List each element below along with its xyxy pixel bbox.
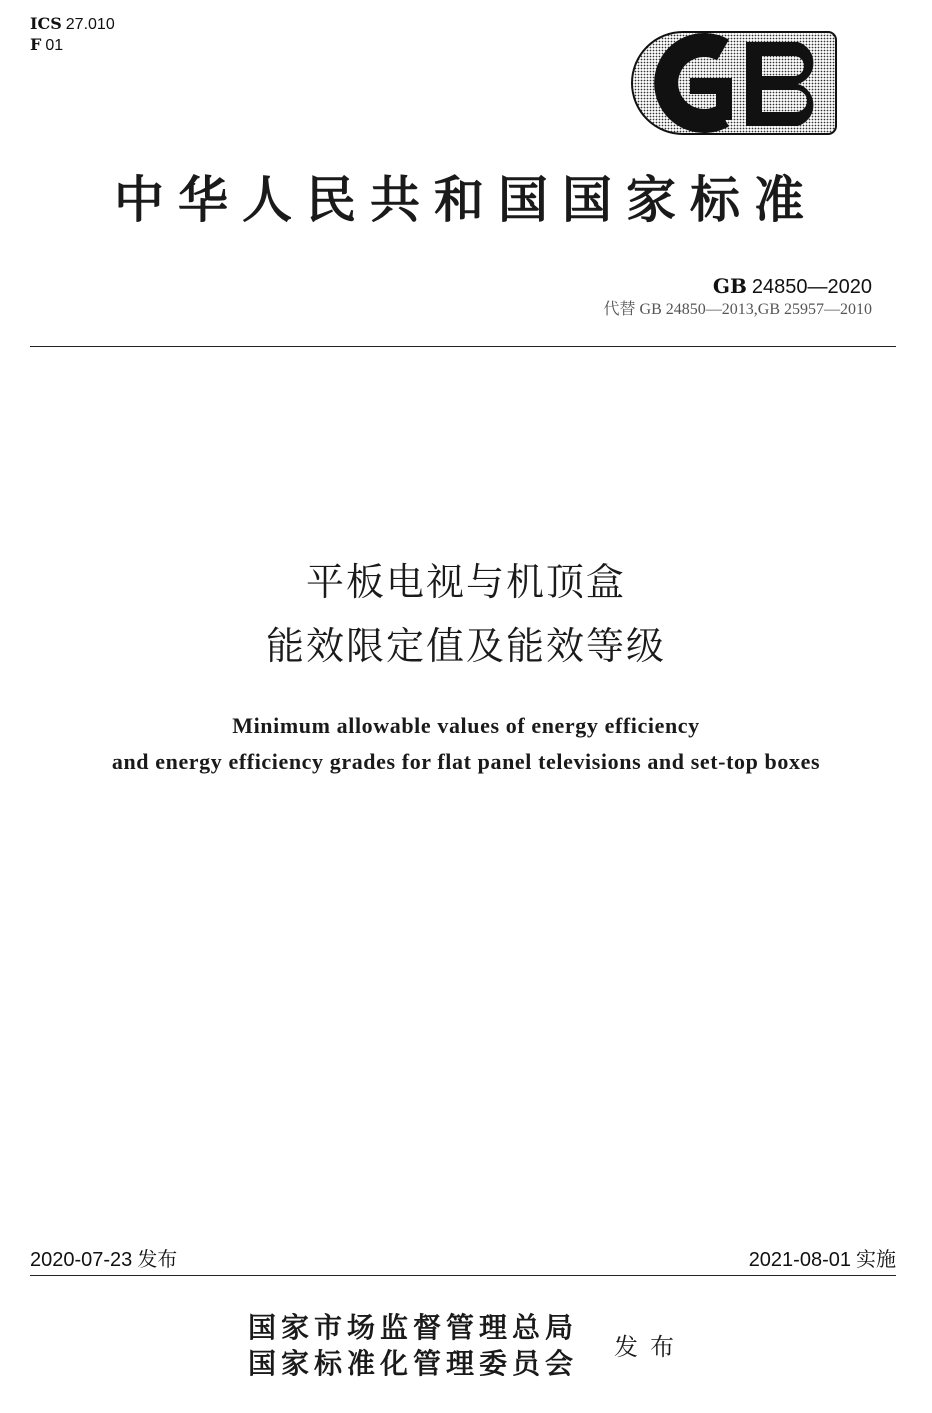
title-cn-line: 平板电视与机顶盒 (305, 560, 626, 604)
document-title-chinese (0, 550, 932, 678)
issued-date (30, 1246, 177, 1273)
replaces-note: 代替 GB 24850—2013,GB 25957—2010 (603, 301, 872, 318)
national-standard-title: 中华人民共和国国家标准 (114, 170, 818, 229)
ics-label: ICS (30, 14, 62, 33)
standard-number (604, 274, 872, 299)
title-en-line: and energy efficiency grades for flat panel televisions and set-top boxes (111, 749, 821, 774)
classification-codes (30, 14, 115, 56)
effective-date-value: 2021-08-01 (748, 1249, 851, 1271)
footer-divider (30, 1275, 896, 1276)
issued-word: 发布 (137, 1247, 178, 1271)
issue-action: 发布 (614, 1333, 686, 1361)
ics-code (30, 14, 115, 35)
standard-number-block (604, 274, 872, 321)
effective-date (749, 1246, 896, 1273)
issuer-line: 国家市场监督管理总局 (248, 1311, 579, 1344)
header-divider (30, 346, 896, 347)
class-value: 01 (45, 37, 64, 54)
class-code (30, 35, 115, 56)
document-title-english (0, 708, 932, 780)
title-en-line: Minimum allowable values of energy efficiency (232, 713, 700, 738)
class-label: F (30, 35, 42, 54)
issued-date-value: 2020-07-23 (30, 1249, 133, 1271)
issuing-authorities (248, 1310, 578, 1382)
title-cn-line: 能效限定值及能效等级 (265, 624, 666, 668)
effective-word: 实施 (856, 1247, 896, 1271)
gb-logo (628, 28, 838, 138)
issuer-line: 国家标准化管理委员会 (248, 1347, 579, 1380)
standard-code: 24850—2020 (751, 276, 872, 298)
standard-prefix: GB (712, 274, 747, 298)
ics-value: 27.010 (65, 16, 115, 33)
